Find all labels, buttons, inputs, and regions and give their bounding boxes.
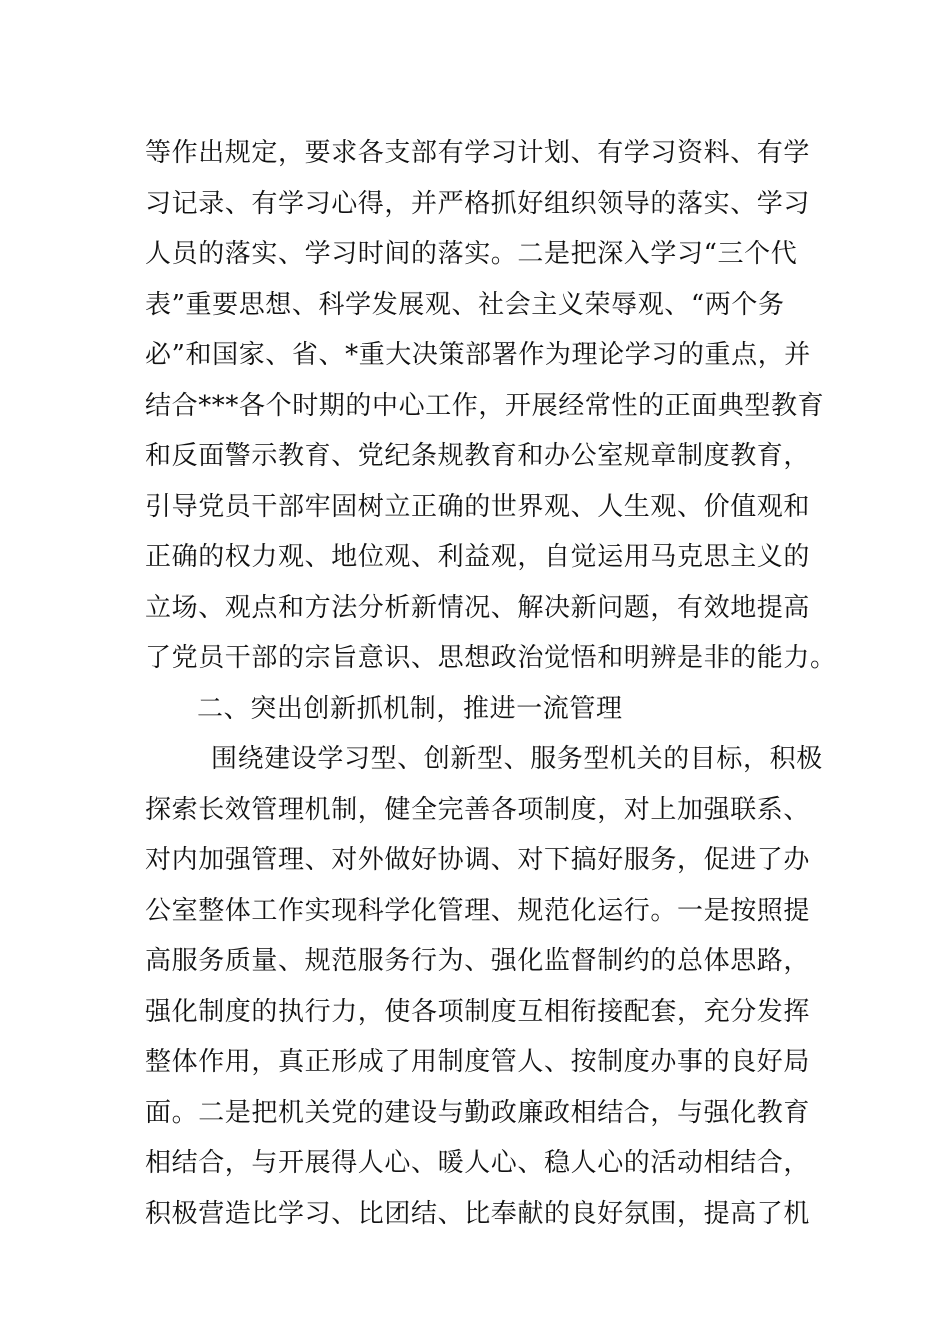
text-line: 立场、观点和方法分析新情况、解决新问题，有效地提高 [145,592,811,623]
text-line: 结合***各个时期的中心工作，开展经常性的正面典型教育 [145,390,825,421]
text-line: 对内加强管理、对外做好协调、对下搞好服务，促进了办 [145,845,811,875]
text-line: 引导党员干部牢固树立正确的世界观、人生观、价值观和 [145,491,811,522]
text-line: 相结合，与开展得人心、暖人心、稳人心的活动相结合， [145,1148,811,1178]
text-line: 强化制度的执行力，使各项制度互相衔接配套，充分发挥 [145,996,811,1027]
text-line: 等作出规定，要求各支部有学习计划、有学习资料、有学 [145,138,811,168]
text-line: 人员的落实、学习时间的落实。二是把深入学习“三个代 [145,239,798,269]
text-line: 高服务质量、规范服务行为、强化监督制约的总体思路， [145,946,811,976]
paragraph-2 [145,734,823,1239]
text-line: 探索长效管理机制，健全完善各项制度，对上加强联系、 [145,794,811,825]
text-line: 公室整体工作实现科学化管理、规范化运行。一是按照提 [145,895,811,926]
text-line: 围绕建设学习型、创新型、服务型机关的目标，积极 [211,744,823,774]
text-line: 习记录、有学习心得，并严格抓好组织领导的落实、学习 [145,188,811,219]
text-line: 积极营造比学习、比团结、比奉献的良好氛围，提高了机 [145,1198,811,1229]
text-line: 面。二是把机关党的建设与勤政廉政相结合，与强化教育 [145,1097,811,1128]
section-heading: 二、突出创新抓机制，推进一流管理 [197,693,623,724]
text-line: 必”和国家、省、*重大决策部署作为理论学习的重点，并 [145,340,811,370]
text-line: 整体作用，真正形成了用制度管人、按制度办事的良好局 [145,1047,811,1077]
text-line: 了党员干部的宗旨意识、思想政治觉悟和明辨是非的能力。 [145,643,837,673]
text-line: 和反面警示教育、党纪条规教育和办公室规章制度教育， [145,441,811,471]
paragraph-1 [145,128,837,684]
text-line: 正确的权力观、地位观、利益观，自觉运用马克思主义的 [145,542,811,572]
text-line: 表”重要思想、科学发展观、社会主义荣辱观、“两个务 [145,289,785,320]
document-body [145,128,837,1239]
